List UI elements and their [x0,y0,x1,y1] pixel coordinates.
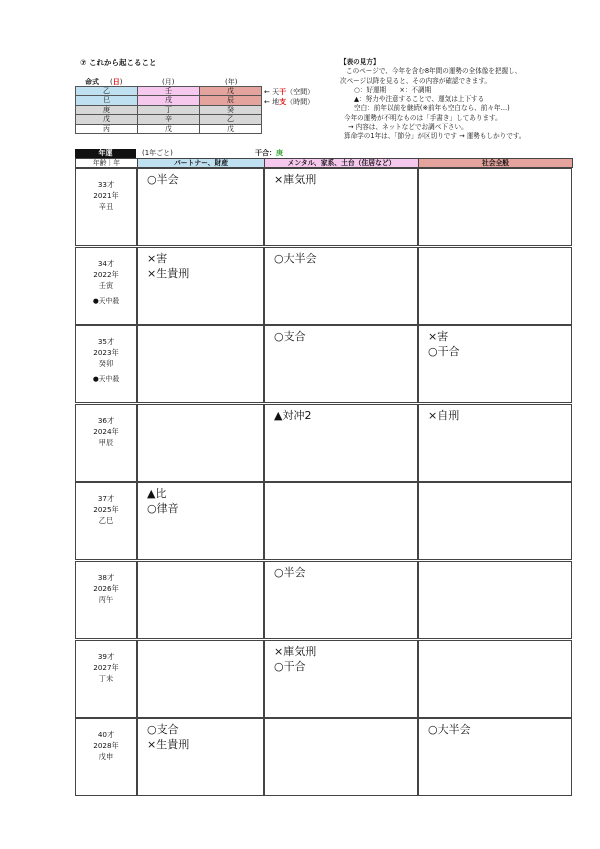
kanshi-text: 丁未 [98,673,114,683]
fortune-entry: ×害 [428,330,449,344]
kanshi-text: 丙午 [98,595,114,604]
year-text: 2022年 [93,269,119,279]
year-label-cell [75,168,137,246]
explanation-line: このページで、今年を含む8年間の運勢の全体像を把握し、 [346,67,522,76]
explanation-line: → 内容は、ネットなどでお調べ下さい。 [348,123,468,132]
meishiki-cell: 巳 [76,96,138,105]
partner-cell [137,640,264,718]
partner-cell [137,247,264,325]
year-text: 2024年 [93,426,119,436]
col-header-mental: メンタル、家系、土台（住居など） [264,158,419,168]
explanation-title: 【表の見方】 [340,58,380,66]
fortune-entry: ×生貴刑 [147,738,190,752]
year-label-cell [75,718,137,796]
fortune-entry: ×害 [147,251,168,265]
meishiki-cell: 乙 [76,87,138,96]
year-text: 2026年 [93,584,119,593]
fortune-entry: ○支合 [274,330,306,344]
social-cell [418,561,572,639]
meishiki-cell: 戊 [200,124,262,133]
fortune-entry: ×庫気刑 [274,173,317,186]
year-label-cell [75,325,137,403]
year-text: 2021年 [93,191,119,200]
mental-cell [264,482,418,560]
kanshi-text: 甲辰 [98,437,114,447]
age-text: 37才 [97,494,115,504]
year-label-cell [75,247,137,325]
partner-cell [137,404,264,482]
section-title: ⑦ これから起こること [80,58,157,67]
social-cell [418,718,572,796]
age-text: 39才 [97,651,115,661]
grid-top-row [75,149,572,158]
mental-cell [264,640,418,718]
meishiki-cell: 戊 [200,87,262,96]
kango-label: 干合：庚 [255,149,283,157]
explanation-line: ○：好運期 ×：不調期 [354,85,432,94]
nenun-label: 年運 [75,149,136,158]
social-cell [418,482,572,560]
chishi-note: ← 地支（時間） [264,98,315,106]
social-cell [418,168,572,246]
meishiki-cell: 癸 [200,105,262,114]
age-text: 33才 [97,180,115,189]
social-cell [418,640,572,718]
meishiki-cell: 戊 [76,115,138,124]
tenkan-note: ← 天干（空間） [264,88,315,96]
year-text: 2027年 [93,662,119,672]
age-text: 40才 [97,730,115,740]
year-text: 2025年 [93,505,119,515]
col-header-social: 社会全般 [418,158,573,168]
year-text: 2023年 [93,348,119,358]
fortune-entry: ○半会 [274,566,306,579]
mental-cell [264,325,418,403]
per-year-label: (1年ごと) [142,149,173,157]
year-row [75,325,572,403]
fortune-entry: ○律音 [147,502,179,516]
fortune-entry: ○干合 [274,659,306,673]
age-text: 34才 [97,258,115,268]
mental-cell [264,404,418,482]
mental-cell [264,561,418,639]
explanation-line: 今年の運勢が不明なものは「手書き」してあります。 [344,113,502,122]
kanshi-text: 辛丑 [98,202,114,211]
meishiki-header-label: 命式 [85,78,99,86]
age-text: 35才 [97,337,115,347]
meishiki-cell: 丁 [138,105,200,114]
kanshi-text: 癸卯 [98,359,114,369]
year-row [75,168,572,246]
tenchusatsu-mark: ●天中殺 [92,296,120,305]
year-text: 2028年 [93,741,119,751]
fortune-entry: ▲対冲2 [274,408,312,422]
fortune-entry: ○大半会 [274,251,317,265]
col-header-age: 年齢｜年 [75,158,138,168]
meishiki-cell: 壬 [138,87,200,96]
kanshi-text: 戊申 [98,752,114,762]
year-label-cell [75,640,137,718]
social-cell [418,404,572,482]
fortune-entry: ×庫気刑 [274,644,317,658]
partner-cell [137,168,264,246]
explanation-line: ▲：努力や注意することで、運気は上下する [354,95,485,104]
fortune-entry: ▲比 [147,487,167,501]
year-row [75,404,572,482]
meishiki-cell: 辛 [138,115,200,124]
fortune-entry: ○支合 [147,723,179,737]
year-label-cell [75,482,137,560]
explanation-line: 算命学の1年は、「節分」が区切りです → 運勢もしかりです。 [344,132,526,141]
social-cell [418,325,572,403]
year-row [75,718,572,796]
age-text: 38才 [97,573,115,582]
year-row [75,640,572,718]
year-row [75,482,572,560]
partner-cell [137,325,264,403]
mental-cell [264,247,418,325]
year-row [75,561,572,639]
kanshi-text: 乙巳 [98,516,114,526]
tenchusatsu-mark: ●天中殺 [92,375,120,384]
meishiki-cell: 戊 [138,124,200,133]
column-header-row [75,158,572,167]
explanation-line: 空白：前年以前を継続(※前年も空白なら、前々年…) [354,104,510,113]
meishiki-table [75,86,262,134]
year-label-cell [75,404,137,482]
fortune-entry: ×生貴刑 [147,266,190,280]
meishiki-header-year: (年) [225,78,238,86]
partner-cell [137,718,264,796]
partner-cell [137,561,264,639]
partner-cell [137,482,264,560]
social-cell [418,247,572,325]
meishiki-cell: 辰 [200,96,262,105]
year-row [75,247,572,325]
fortune-entry: ○大半会 [428,723,471,737]
meishiki-cell: 戌 [138,96,200,105]
meishiki-header-month: (月) [162,78,175,86]
explanation-block [340,58,526,142]
meishiki-cell: 庚 [76,105,138,114]
fortune-entry: ○半会 [147,173,179,186]
fortune-entry: ×自刑 [428,408,460,422]
fortune-entry: ○干合 [428,345,460,359]
meishiki-cell: 乙 [200,115,262,124]
explanation-line: 次ページ以降を見ると、その内容が確認できます。 [340,76,491,85]
mental-cell [264,718,418,796]
meishiki-header-day: (日) [110,78,123,86]
mental-cell [264,168,418,246]
age-text: 36才 [97,415,115,425]
year-label-cell [75,561,137,639]
kanshi-text: 壬寅 [98,280,114,290]
meishiki-cell: 丙 [76,124,138,133]
col-header-partner: パートナー、財産 [137,158,265,168]
